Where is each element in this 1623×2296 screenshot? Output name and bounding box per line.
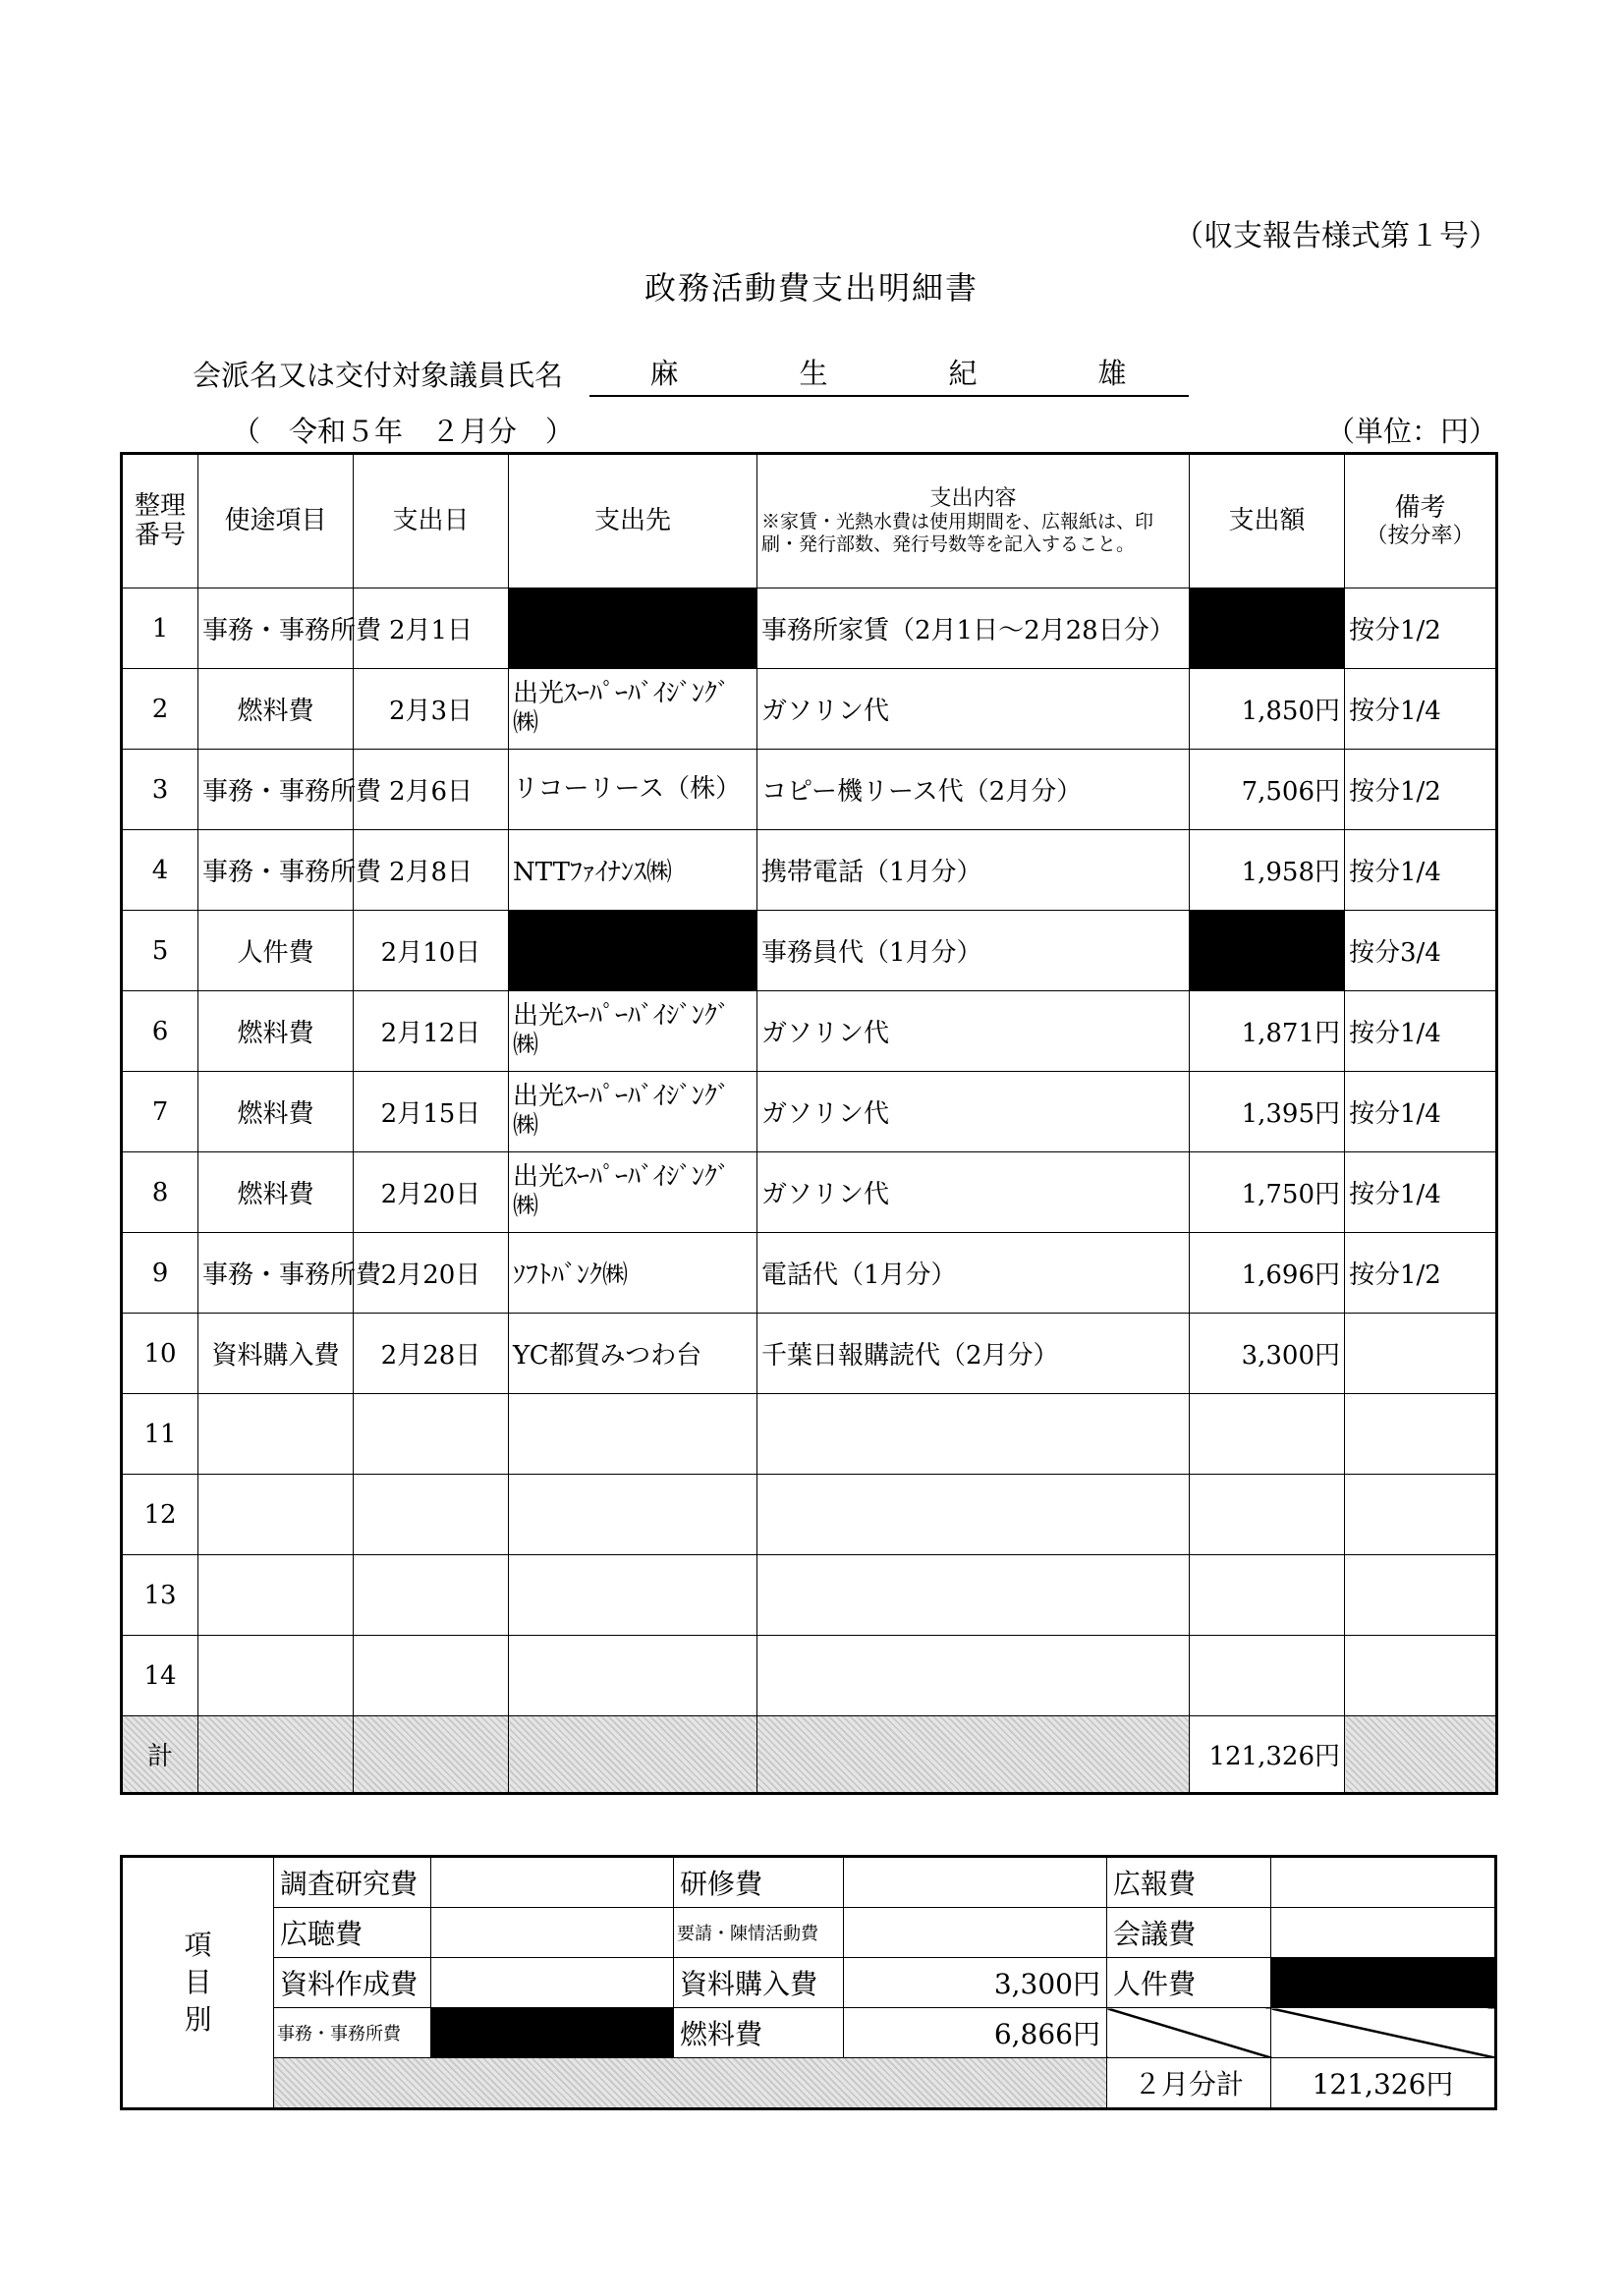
label-materials-creation: 資料作成費 bbox=[274, 1958, 431, 2008]
member-name-char: 雄 bbox=[1097, 357, 1127, 390]
row-category: 燃料費 bbox=[198, 669, 354, 750]
row-category: 事務・事務所費 bbox=[198, 750, 354, 830]
row-remarks bbox=[1345, 1475, 1497, 1555]
shaded-cell bbox=[354, 1716, 509, 1794]
header-remarks-title: 備考 bbox=[1394, 492, 1446, 523]
row-remarks: 按分1/4 bbox=[1345, 991, 1497, 1072]
month-total-amount: 121,326円 bbox=[1271, 2058, 1496, 2109]
row-payee: NTTﾌｧｲﾅﾝｽ㈱ bbox=[509, 830, 757, 911]
side-label-char: 別 bbox=[184, 2002, 212, 2036]
diagonal-cell bbox=[1271, 2008, 1496, 2058]
row-remarks: 按分1/4 bbox=[1345, 1152, 1497, 1233]
header-amount: 支出額 bbox=[1190, 454, 1345, 588]
shaded-cell bbox=[1345, 1716, 1497, 1794]
row-content: ガソリン代 bbox=[757, 1152, 1190, 1233]
row-date: 2月1日 bbox=[354, 588, 509, 669]
table-row bbox=[122, 1555, 1497, 1636]
header-remarks-sub: （按分率） bbox=[1366, 523, 1475, 548]
side-label-char: 項 bbox=[184, 1929, 212, 1962]
row-content bbox=[757, 1636, 1190, 1716]
row-amount bbox=[1190, 1394, 1345, 1475]
row-amount-redacted bbox=[1190, 911, 1345, 991]
row-date: 2月28日 bbox=[354, 1314, 509, 1394]
row-date: 2月10日 bbox=[354, 911, 509, 991]
value-materials-creation bbox=[431, 1958, 674, 2008]
row-category bbox=[198, 1394, 354, 1475]
row-amount: 1,871円 bbox=[1190, 991, 1345, 1072]
header-payee: 支出先 bbox=[509, 454, 757, 588]
row-amount-redacted bbox=[1190, 588, 1345, 669]
member-name-char: 紀 bbox=[948, 357, 978, 390]
row-no: 6 bbox=[122, 991, 198, 1072]
member-label: 会派名又は交付対象議員氏名 bbox=[193, 359, 564, 392]
row-content bbox=[757, 1475, 1190, 1555]
label-fuel: 燃料費 bbox=[674, 2008, 844, 2058]
side-label-char: 目 bbox=[184, 1966, 212, 1999]
table-row bbox=[122, 1636, 1497, 1716]
row-content bbox=[757, 1394, 1190, 1475]
table-row bbox=[122, 1072, 1497, 1152]
row-content: 電話代（1月分） bbox=[757, 1233, 1190, 1314]
row-amount: 7,506円 bbox=[1190, 750, 1345, 830]
header-content-note: ※家賃・光熱水費は使用期間を、広報紙は、印刷・発行部数、発行号数等を記入すること。 bbox=[761, 511, 1154, 556]
value-training bbox=[844, 1857, 1107, 1908]
table-row bbox=[122, 1394, 1497, 1475]
row-remarks: 按分1/2 bbox=[1345, 750, 1497, 830]
member-name-char: 麻 bbox=[649, 357, 679, 390]
total-label: 計 bbox=[122, 1716, 198, 1794]
row-remarks: 按分1/2 bbox=[1345, 588, 1497, 669]
row-date: 2月8日 bbox=[354, 830, 509, 911]
value-research bbox=[431, 1857, 674, 1908]
row-date: 2月12日 bbox=[354, 991, 509, 1072]
category-summary-table bbox=[120, 1855, 1497, 2110]
document-title: 政務活動費支出明細書 bbox=[644, 269, 979, 307]
row-date: 2月15日 bbox=[354, 1072, 509, 1152]
table-row bbox=[122, 911, 1497, 991]
category-row bbox=[122, 2008, 1496, 2058]
label-materials-purchase: 資料購入費 bbox=[674, 1958, 844, 2008]
value-pr bbox=[1271, 1857, 1496, 1908]
row-payee: 出光ｽｰﾊﾟｰﾊﾞｲｼﾞﾝｸﾞ㈱ bbox=[509, 1152, 757, 1233]
category-side-label bbox=[122, 1857, 274, 2109]
unit-label: （単位：円） bbox=[1326, 415, 1498, 448]
row-no: 7 bbox=[122, 1072, 198, 1152]
category-row bbox=[122, 1908, 1496, 1958]
shaded-cell bbox=[757, 1716, 1190, 1794]
row-no: 3 bbox=[122, 750, 198, 830]
row-content: ガソリン代 bbox=[757, 1072, 1190, 1152]
value-personnel-redacted bbox=[1271, 1958, 1496, 2008]
row-content: ガソリン代 bbox=[757, 991, 1190, 1072]
diagonal-cell bbox=[1107, 2008, 1271, 2058]
row-no: 1 bbox=[122, 588, 198, 669]
value-fuel: 6,866円 bbox=[844, 2008, 1107, 2058]
row-amount: 1,395円 bbox=[1190, 1072, 1345, 1152]
row-remarks bbox=[1345, 1314, 1497, 1394]
row-category bbox=[198, 1555, 354, 1636]
row-content: 携帯電話（1月分） bbox=[757, 830, 1190, 911]
row-category: 人件費 bbox=[198, 911, 354, 991]
value-office-redacted bbox=[431, 2008, 674, 2058]
row-content: 千葉日報購読代（2月分） bbox=[757, 1314, 1190, 1394]
row-category: 燃料費 bbox=[198, 1072, 354, 1152]
expense-table bbox=[120, 452, 1498, 1795]
row-payee-redacted bbox=[509, 911, 757, 991]
row-remarks: 按分1/4 bbox=[1345, 669, 1497, 750]
row-category bbox=[198, 1475, 354, 1555]
row-date bbox=[354, 1636, 509, 1716]
row-payee: YC都賀みつわ台 bbox=[509, 1314, 757, 1394]
row-no: 2 bbox=[122, 669, 198, 750]
row-remarks bbox=[1345, 1394, 1497, 1475]
row-no: 14 bbox=[122, 1636, 198, 1716]
table-row bbox=[122, 588, 1497, 669]
form-number: （収支報告様式第１号） bbox=[1174, 219, 1498, 253]
row-content bbox=[757, 1555, 1190, 1636]
label-hearing: 広聴費 bbox=[274, 1908, 431, 1958]
row-no: 11 bbox=[122, 1394, 198, 1475]
row-remarks: 按分1/4 bbox=[1345, 1072, 1497, 1152]
value-hearing bbox=[431, 1908, 674, 1958]
table-row bbox=[122, 991, 1497, 1072]
row-amount bbox=[1190, 1636, 1345, 1716]
table-header-row bbox=[122, 454, 1497, 588]
row-payee bbox=[509, 1394, 757, 1475]
row-amount bbox=[1190, 1555, 1345, 1636]
row-content: コピー機リース代（2月分） bbox=[757, 750, 1190, 830]
member-name bbox=[589, 352, 1189, 397]
row-category: 事務・事務所費 bbox=[198, 588, 354, 669]
month-total-label: ２月分計 bbox=[1107, 2058, 1271, 2109]
label-meeting: 会議費 bbox=[1107, 1908, 1271, 1958]
row-date: 2月20日 bbox=[354, 1233, 509, 1314]
row-date: 2月6日 bbox=[354, 750, 509, 830]
row-remarks: 按分3/4 bbox=[1345, 911, 1497, 991]
row-category: 燃料費 bbox=[198, 1152, 354, 1233]
row-category: 燃料費 bbox=[198, 991, 354, 1072]
shaded-cell bbox=[509, 1716, 757, 1794]
header-content-title: 支出内容 bbox=[929, 486, 1017, 512]
row-payee bbox=[509, 1636, 757, 1716]
row-category: 事務・事務所費 bbox=[198, 830, 354, 911]
row-payee: 出光ｽｰﾊﾟｰﾊﾞｲｼﾞﾝｸﾞ㈱ bbox=[509, 669, 757, 750]
header-date: 支出日 bbox=[354, 454, 509, 588]
header-remarks bbox=[1345, 454, 1497, 588]
label-personnel: 人件費 bbox=[1107, 1958, 1271, 2008]
header-no: 整理番号 bbox=[122, 454, 198, 588]
row-payee bbox=[509, 1555, 757, 1636]
label-petition: 要請・陳情活動費 bbox=[674, 1908, 844, 1958]
row-date bbox=[354, 1475, 509, 1555]
table-row bbox=[122, 669, 1497, 750]
category-row bbox=[122, 2058, 1496, 2109]
category-row bbox=[122, 1958, 1496, 2008]
shaded-cell bbox=[274, 2058, 1107, 2109]
row-amount: 3,300円 bbox=[1190, 1314, 1345, 1394]
row-remarks bbox=[1345, 1636, 1497, 1716]
row-remarks: 按分1/2 bbox=[1345, 1233, 1497, 1314]
table-row bbox=[122, 750, 1497, 830]
row-payee-redacted bbox=[509, 588, 757, 669]
row-remarks bbox=[1345, 1555, 1497, 1636]
row-category bbox=[198, 1636, 354, 1716]
value-materials-purchase: 3,300円 bbox=[844, 1958, 1107, 2008]
table-row bbox=[122, 830, 1497, 911]
table-row bbox=[122, 1152, 1497, 1233]
table-row bbox=[122, 1233, 1497, 1314]
row-payee bbox=[509, 1475, 757, 1555]
total-row bbox=[122, 1716, 1497, 1794]
header-content bbox=[757, 454, 1190, 588]
label-training: 研修費 bbox=[674, 1857, 844, 1908]
row-no: 5 bbox=[122, 911, 198, 991]
row-no: 4 bbox=[122, 830, 198, 911]
row-amount: 1,958円 bbox=[1190, 830, 1345, 911]
row-category: 事務・事務所費 bbox=[198, 1233, 354, 1314]
shaded-cell bbox=[198, 1716, 354, 1794]
row-amount: 1,850円 bbox=[1190, 669, 1345, 750]
row-payee: ｿﾌﾄﾊﾞﾝｸ㈱ bbox=[509, 1233, 757, 1314]
row-no: 10 bbox=[122, 1314, 198, 1394]
row-payee: 出光ｽｰﾊﾟｰﾊﾞｲｼﾞﾝｸﾞ㈱ bbox=[509, 1072, 757, 1152]
row-no: 8 bbox=[122, 1152, 198, 1233]
row-no: 13 bbox=[122, 1555, 198, 1636]
value-meeting bbox=[1271, 1908, 1496, 1958]
row-date: 2月3日 bbox=[354, 669, 509, 750]
label-pr: 広報費 bbox=[1107, 1857, 1271, 1908]
table-row bbox=[122, 1475, 1497, 1555]
table-row bbox=[122, 1314, 1497, 1394]
row-no: 9 bbox=[122, 1233, 198, 1314]
row-amount bbox=[1190, 1475, 1345, 1555]
row-content: ガソリン代 bbox=[757, 669, 1190, 750]
label-office: 事務・事務所費 bbox=[274, 2008, 431, 2058]
row-date: 2月20日 bbox=[354, 1152, 509, 1233]
row-remarks: 按分1/4 bbox=[1345, 830, 1497, 911]
row-no: 12 bbox=[122, 1475, 198, 1555]
row-payee: リコーリース（株） bbox=[509, 750, 757, 830]
member-name-char: 生 bbox=[799, 357, 828, 390]
value-petition bbox=[844, 1908, 1107, 1958]
period: （ 令和５年 ２月分 ） bbox=[232, 415, 575, 448]
header-category: 使途項目 bbox=[198, 454, 354, 588]
row-payee: 出光ｽｰﾊﾟｰﾊﾞｲｼﾞﾝｸﾞ㈱ bbox=[509, 991, 757, 1072]
row-date bbox=[354, 1394, 509, 1475]
category-row bbox=[122, 1857, 1496, 1908]
row-amount: 1,696円 bbox=[1190, 1233, 1345, 1314]
label-research: 調査研究費 bbox=[274, 1857, 431, 1908]
row-date bbox=[354, 1555, 509, 1636]
row-category: 資料購入費 bbox=[198, 1314, 354, 1394]
row-amount: 1,750円 bbox=[1190, 1152, 1345, 1233]
row-content: 事務員代（1月分） bbox=[757, 911, 1190, 991]
total-amount: 121,326円 bbox=[1190, 1716, 1345, 1794]
row-content: 事務所家賃（2月1日～2月28日分） bbox=[757, 588, 1190, 669]
